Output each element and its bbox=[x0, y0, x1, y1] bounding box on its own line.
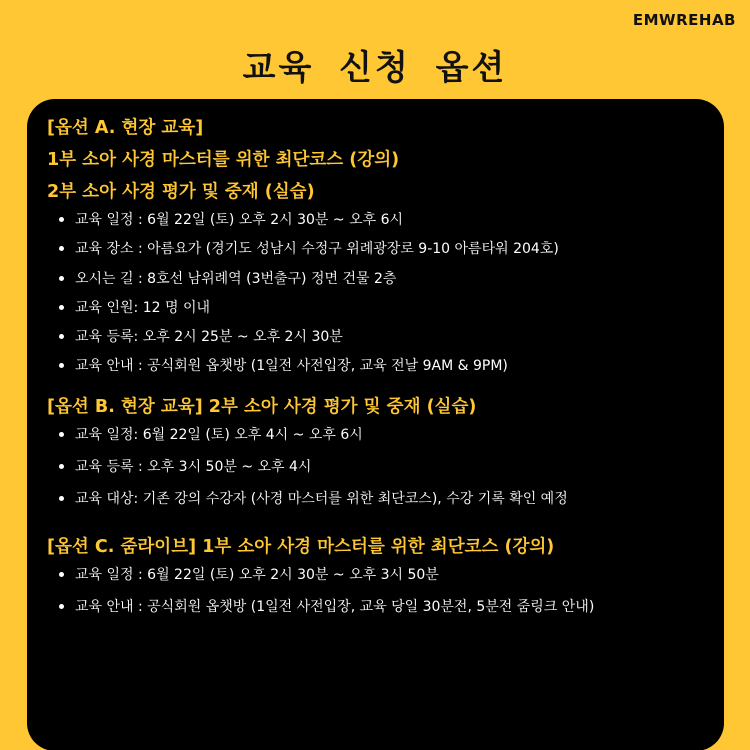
bullet-icon bbox=[59, 432, 64, 437]
list-item bbox=[47, 426, 706, 444]
bullet-icon bbox=[59, 363, 64, 368]
option-c-details bbox=[47, 566, 706, 616]
option-a-section bbox=[47, 117, 706, 375]
detail-text: 교육 일정 : 6월 22일 (토) 오후 2시 30분 ~ 오후 3시 50분 bbox=[75, 567, 439, 584]
bullet-icon bbox=[59, 572, 64, 577]
detail-text: 교육 장소 : 아름요가 (경기도 성남시 수정구 위례광장로 9-10 아름타워 204호) bbox=[75, 241, 559, 258]
detail-text: 교육 대상: 기존 강의 수강자 (사경 마스터를 위한 최단코스), 수강 기록 확인 예정 bbox=[75, 491, 568, 508]
bullet-icon bbox=[59, 464, 64, 469]
list-item bbox=[47, 357, 706, 375]
bullet-icon bbox=[59, 604, 64, 609]
list-item bbox=[47, 240, 706, 258]
list-item bbox=[47, 270, 706, 288]
bullet-icon bbox=[59, 246, 64, 251]
options-card bbox=[27, 99, 724, 750]
bullet-icon bbox=[59, 334, 64, 339]
bullet-icon bbox=[59, 276, 64, 281]
option-a-details bbox=[47, 211, 706, 375]
detail-text: 교육 일정: 6월 22일 (토) 오후 4시 ~ 오후 6시 bbox=[75, 427, 363, 444]
option-b-details bbox=[47, 426, 706, 508]
detail-text: 교육 안내 : 공식회원 옵챗방 (1일전 사전입장, 교육 당일 30분전, 5분전 줌링크 안내) bbox=[75, 599, 595, 616]
detail-text: 교육 안내 : 공식회원 옵챗방 (1일전 사전입장, 교육 전날 9AM & 9PM) bbox=[75, 358, 508, 375]
option-a-course-1: 1부 소아 사경 마스터를 위한 최단코스 (강의) bbox=[47, 150, 400, 170]
detail-text: 교육 인원: 12 명 이내 bbox=[75, 299, 210, 316]
detail-text: 교육 등록 : 오후 3시 50분 ~ 오후 4시 bbox=[75, 459, 312, 476]
list-item bbox=[47, 490, 706, 508]
detail-text: 교육 일정 : 6월 22일 (토) 오후 2시 30분 ~ 오후 6시 bbox=[75, 212, 404, 228]
option-b-heading: [옵션 B. 현장 교육] 2부 소아 사경 평가 및 중재 (실습) bbox=[47, 397, 477, 418]
list-item bbox=[47, 299, 706, 317]
bullet-icon bbox=[59, 217, 64, 222]
list-item bbox=[47, 328, 706, 346]
bullet-icon bbox=[59, 305, 64, 310]
bullet-icon bbox=[59, 496, 64, 501]
list-item bbox=[47, 566, 706, 584]
option-b-section bbox=[47, 396, 706, 508]
option-a-course-2: 2부 소아 사경 평가 및 중재 (실습) bbox=[47, 182, 315, 202]
list-item bbox=[47, 598, 706, 616]
option-c-section bbox=[47, 536, 706, 616]
brand-logo-text: EMWREHAB bbox=[632, 11, 736, 29]
page-title: 교육 신청 옵션 bbox=[242, 48, 508, 88]
list-item bbox=[47, 458, 706, 476]
option-c-heading: [옵션 C. 줌라이브] 1부 소아 사경 마스터를 위한 최단코스 (강의) bbox=[47, 537, 555, 558]
list-item bbox=[47, 211, 706, 229]
detail-text: 교육 등록: 오후 2시 25분 ~ 오후 2시 30분 bbox=[75, 329, 343, 346]
detail-text: 오시는 길 : 8호선 남위례역 (3번출구) 정면 건물 2층 bbox=[75, 270, 397, 287]
option-a-label: [옵션 A. 현장 교육] bbox=[47, 118, 204, 138]
